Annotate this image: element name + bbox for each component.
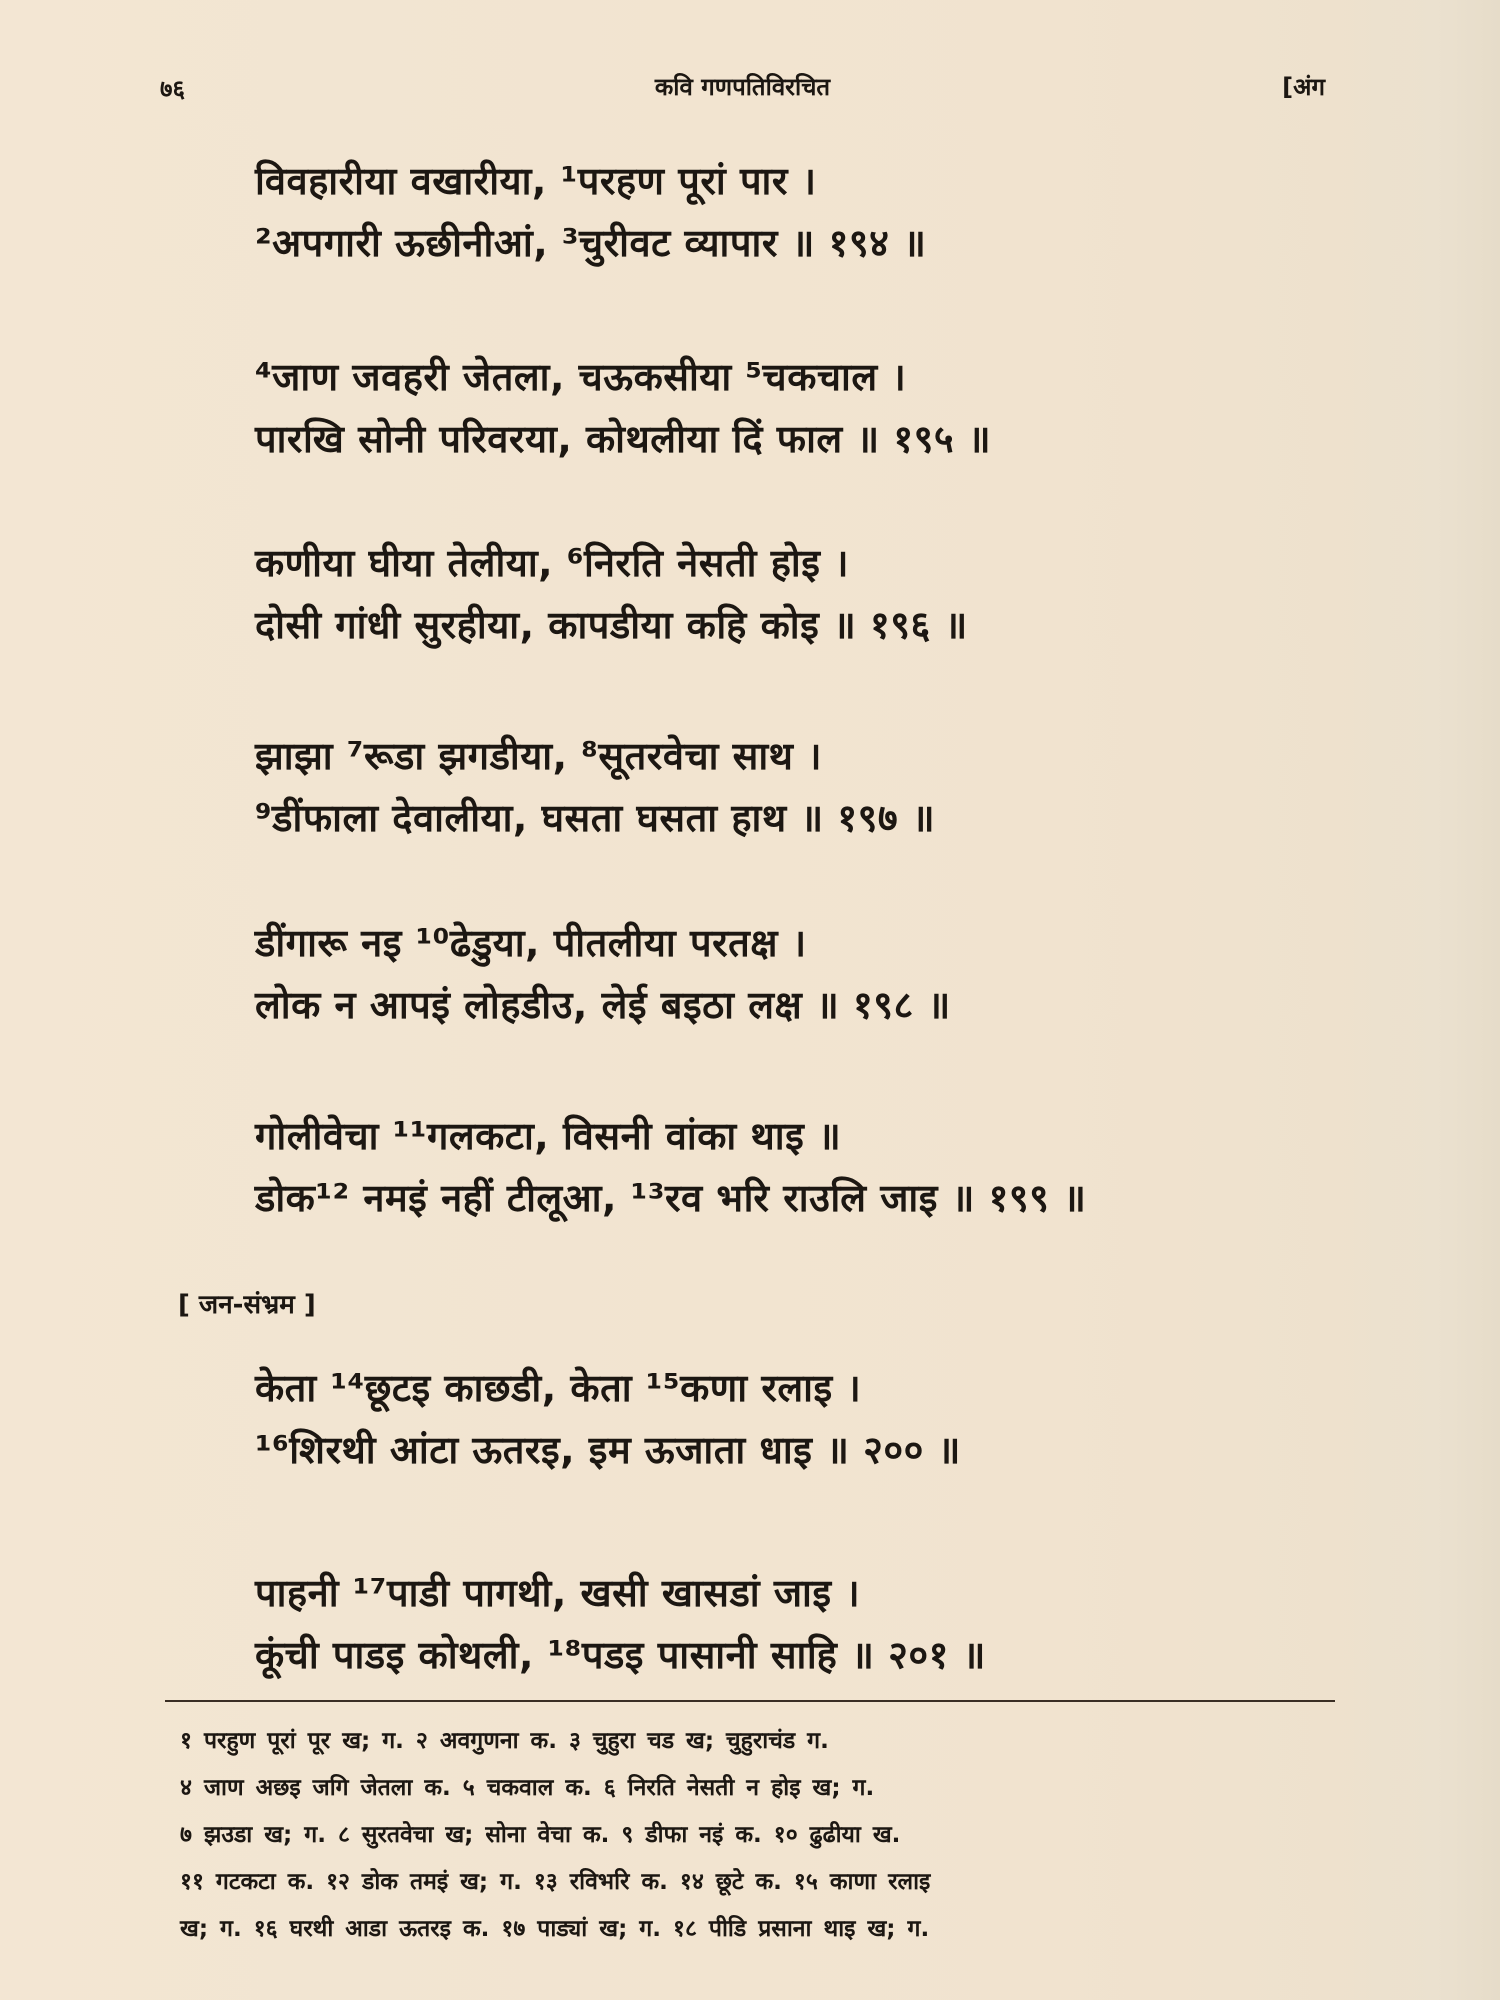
verse-line: पारखि सोनी परिवरया, कोथलीया दिं फाल ॥ १९५ ॥ (255, 417, 992, 461)
verse-line: लोक न आपइं लोहडीउ, लेई बइठा लक्ष ॥ १९८ ॥ (255, 983, 951, 1027)
stanza-200 (255, 1357, 961, 1481)
verse-line: कूंची पाडइ कोथली, ¹⁸पडइ पासानी साहि ॥ २०१ ॥ (255, 1633, 986, 1677)
stanza-194 (255, 150, 926, 274)
stanza-199 (255, 1105, 1086, 1229)
running-title: कवि गणपतिविरचित (654, 73, 831, 101)
verse-line: गोलीवेचा ¹¹गलकटा, विसनी वांका थाइ ॥ (255, 1114, 842, 1158)
verse-line: केता ¹⁴छूटइ काछडी, केता ¹⁵कणा रलाइ । (255, 1366, 862, 1410)
verse-line: झाझा ⁷रूडा झगडीया, ⁸सूतरवेचा साथ । (255, 734, 823, 778)
page-number: ७६ (160, 75, 185, 103)
running-head (160, 70, 1325, 110)
verse-line: विवहारीया वखारीया, ¹परहण पूरां पार । (255, 159, 817, 203)
section-heading: [ जन-संभ्रम ] (178, 1290, 316, 1320)
footnote-line: ११ गटकटा क. १२ डोक तमइं ख; ग. १३ रविभरि क. १४ छूटे क. १५ काणा रलाइ (180, 1869, 931, 1895)
verse-line: पाहनी ¹⁷पाडी पागथी, खसी खासडां जाइ । (255, 1571, 861, 1615)
verse-line: दोसी गांधी सुरहीया, कापडीया कहि कोइ ॥ १९६ ॥ (255, 603, 968, 647)
section-marker: [अंग (1282, 73, 1325, 101)
verse-line: डींगारू नइ ¹⁰ढेडुया, पीतलीया परतक्ष । (255, 921, 807, 965)
footnote-line: ७ झउडा ख; ग. ८ सुरतवेचा ख; सोना वेचा क. ९ डीफा नइं क. १० ढुढीया ख. (180, 1822, 901, 1848)
verse-line: डोक¹² नमइं नहीं टीलूआ, ¹³रव भरि राउलि जाइ ॥ १९९ ॥ (255, 1176, 1087, 1220)
footnote-line: ४ जाण अछइ जगि जेतला क. ५ चकवाल क. ६ निरति नेसती न होइ ख; ग. (180, 1775, 875, 1801)
footnotes (180, 1718, 1340, 1953)
page-shadow (1340, 0, 1500, 2000)
verse-line: कणीया घीया तेलीया, ⁶निरति नेसती होइ । (255, 541, 850, 585)
stanza-198 (255, 912, 951, 1036)
footnote-line: १ परहुण पूरां पूर ख; ग. २ अवगुणना क. ३ चुहुरा चड ख; चुहुराचंड ग. (180, 1728, 829, 1754)
verse-line: ⁴जाण जवहरी जेतला, चऊकसीया ⁵चकचाल । (255, 355, 907, 399)
verse-line: ²अपगारी ऊछीनीआं, ³चुरीवट व्यापार ॥ १९४ ॥ (255, 221, 927, 265)
verse-line: ¹⁶शिरथी आंटा ऊतरइ, इम ऊजाता धाइ ॥ २०० ॥ (255, 1428, 961, 1472)
stanza-196 (255, 532, 968, 656)
footnote-line: ख; ग. १६ घरथी आडा ऊतरइ क. १७ पाड्यां ख; ग. १८ पीडि प्रसाना थाइ ख; ग. (180, 1916, 930, 1942)
stanza-195 (255, 346, 991, 470)
verse-line: ⁹डींफाला देवालीया, घसता घसता हाथ ॥ १९७ ॥ (255, 796, 936, 840)
stanza-201 (255, 1562, 986, 1686)
footnote-divider (165, 1700, 1335, 1702)
stanza-197 (255, 725, 935, 849)
